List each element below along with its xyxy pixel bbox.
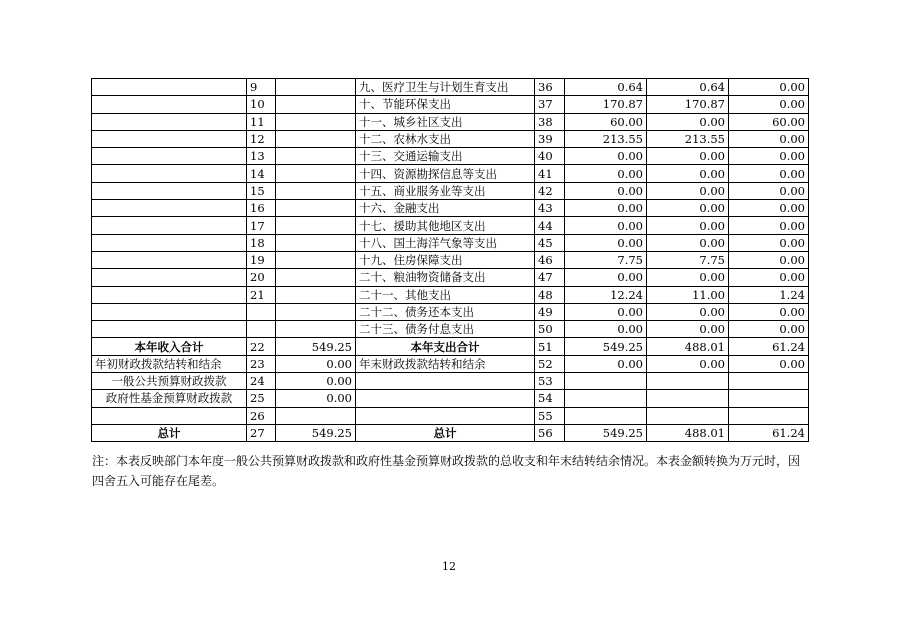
income-item-cell: 总计 (92, 424, 247, 441)
expense-project-cell: 0.00 (729, 182, 809, 199)
income-amount-cell: 549.25 (276, 424, 356, 441)
table-row (92, 234, 809, 251)
expense-row-number-cell: 39 (535, 130, 565, 147)
expense-row-number-cell: 38 (535, 113, 565, 130)
income-row-number-cell: 23 (247, 355, 276, 372)
expense-row-number-cell: 48 (535, 286, 565, 303)
income-item-cell (92, 130, 247, 147)
income-item-cell (92, 234, 247, 251)
expense-project-cell: 0.00 (729, 234, 809, 251)
income-amount-cell: 0.00 (276, 390, 356, 407)
expense-basic-cell: 0.00 (647, 303, 729, 320)
expense-item-cell: 十六、金融支出 (356, 200, 535, 217)
income-row-number-cell: 11 (247, 113, 276, 130)
table-row (92, 251, 809, 268)
income-item-cell (92, 200, 247, 217)
expense-total-cell: 0.00 (565, 355, 647, 372)
expense-total-cell: 0.00 (565, 234, 647, 251)
income-row-number-cell (247, 321, 276, 338)
expense-basic-cell: 0.00 (647, 182, 729, 199)
expense-project-cell: 0.00 (729, 79, 809, 96)
expense-project-cell: 0.00 (729, 165, 809, 182)
expense-row-number-cell: 42 (535, 182, 565, 199)
expense-row-number-cell: 56 (535, 424, 565, 441)
expense-total-cell: 213.55 (565, 130, 647, 147)
income-amount-cell: 0.00 (276, 373, 356, 390)
expense-item-cell: 二十、粮油物资储备支出 (356, 269, 535, 286)
income-item-cell (92, 286, 247, 303)
expense-basic-cell: 488.01 (647, 424, 729, 441)
expense-item-cell: 十一、城乡社区支出 (356, 113, 535, 130)
expense-basic-cell: 170.87 (647, 96, 729, 113)
income-row-number-cell: 17 (247, 217, 276, 234)
income-row-number-cell: 16 (247, 200, 276, 217)
income-amount-cell (276, 234, 356, 251)
income-item-cell (92, 217, 247, 234)
expense-item-cell: 十八、国土海洋气象等支出 (356, 234, 535, 251)
expense-basic-cell: 7.75 (647, 251, 729, 268)
expense-row-number-cell: 45 (535, 234, 565, 251)
expense-item-cell (356, 407, 535, 424)
table-row (92, 407, 809, 424)
income-amount-cell (276, 200, 356, 217)
income-amount-cell (276, 321, 356, 338)
expense-item-cell: 总计 (356, 424, 535, 441)
income-row-number-cell: 9 (247, 79, 276, 96)
expense-total-cell: 0.00 (565, 148, 647, 165)
expense-item-cell (356, 390, 535, 407)
income-amount-cell (276, 96, 356, 113)
income-amount-cell (276, 79, 356, 96)
table-row (92, 424, 809, 441)
income-item-cell: 本年收入合计 (92, 338, 247, 355)
expense-project-cell: 61.24 (729, 424, 809, 441)
expense-item-cell: 十二、农林水支出 (356, 130, 535, 147)
expense-item-cell: 十四、资源勘探信息等支出 (356, 165, 535, 182)
expense-project-cell: 0.00 (729, 269, 809, 286)
expense-project-cell: 0.00 (729, 251, 809, 268)
expense-total-cell: 7.75 (565, 251, 647, 268)
expense-total-cell: 0.00 (565, 321, 647, 338)
expense-project-cell: 60.00 (729, 113, 809, 130)
income-item-cell (92, 269, 247, 286)
table-row (92, 338, 809, 355)
expense-item-cell: 九、医疗卫生与计划生育支出 (356, 79, 535, 96)
income-row-number-cell: 27 (247, 424, 276, 441)
table-row (92, 96, 809, 113)
expense-row-number-cell: 54 (535, 390, 565, 407)
expense-row-number-cell: 49 (535, 303, 565, 320)
expense-basic-cell: 0.00 (647, 269, 729, 286)
expense-total-cell: 0.00 (565, 269, 647, 286)
expense-project-cell: 1.24 (729, 286, 809, 303)
budget-table (91, 78, 809, 442)
table-row (92, 113, 809, 130)
expense-total-cell: 0.00 (565, 200, 647, 217)
table-row (92, 286, 809, 303)
table-row (92, 217, 809, 234)
expense-row-number-cell: 36 (535, 79, 565, 96)
expense-total-cell: 12.24 (565, 286, 647, 303)
income-amount-cell (276, 303, 356, 320)
income-amount-cell (276, 407, 356, 424)
expense-project-cell: 0.00 (729, 321, 809, 338)
expense-item-cell: 十三、交通运输支出 (356, 148, 535, 165)
expense-total-cell: 549.25 (565, 338, 647, 355)
expense-item-cell: 十、节能环保支出 (356, 96, 535, 113)
expense-total-cell: 0.64 (565, 79, 647, 96)
expense-row-number-cell: 52 (535, 355, 565, 372)
income-item-cell: 年初财政拨款结转和结余 (92, 355, 247, 372)
expense-total-cell (565, 373, 647, 390)
table-row (92, 321, 809, 338)
expense-row-number-cell: 53 (535, 373, 565, 390)
income-row-number-cell: 14 (247, 165, 276, 182)
expense-item-cell: 二十二、债务还本支出 (356, 303, 535, 320)
table-row (92, 130, 809, 147)
expense-item-cell: 年末财政拨款结转和结余 (356, 355, 535, 372)
expense-project-cell: 0.00 (729, 355, 809, 372)
table-row (92, 269, 809, 286)
table-row (92, 355, 809, 372)
expense-item-cell: 十七、援助其他地区支出 (356, 217, 535, 234)
expense-basic-cell: 0.00 (647, 148, 729, 165)
expense-total-cell: 0.00 (565, 217, 647, 234)
expense-project-cell: 0.00 (729, 130, 809, 147)
income-item-cell: 一般公共预算财政拨款 (92, 373, 247, 390)
income-row-number-cell: 21 (247, 286, 276, 303)
table-row (92, 79, 809, 96)
expense-basic-cell: 0.00 (647, 200, 729, 217)
income-row-number-cell: 26 (247, 407, 276, 424)
income-row-number-cell: 25 (247, 390, 276, 407)
expense-project-cell (729, 373, 809, 390)
expense-project-cell: 0.00 (729, 200, 809, 217)
expense-basic-cell (647, 407, 729, 424)
expense-row-number-cell: 37 (535, 96, 565, 113)
expense-item-cell: 十九、住房保障支出 (356, 251, 535, 268)
income-row-number-cell: 18 (247, 234, 276, 251)
expense-item-cell: 十五、商业服务业等支出 (356, 182, 535, 199)
income-amount-cell (276, 130, 356, 147)
income-item-cell (92, 407, 247, 424)
table-row (92, 373, 809, 390)
income-amount-cell (276, 251, 356, 268)
expense-item-cell: 本年支出合计 (356, 338, 535, 355)
expense-row-number-cell: 55 (535, 407, 565, 424)
income-row-number-cell: 12 (247, 130, 276, 147)
income-item-cell (92, 148, 247, 165)
expense-basic-cell: 0.00 (647, 217, 729, 234)
income-item-cell (92, 165, 247, 182)
expense-project-cell: 0.00 (729, 96, 809, 113)
income-amount-cell (276, 148, 356, 165)
table-row (92, 390, 809, 407)
expense-basic-cell: 0.00 (647, 321, 729, 338)
income-item-cell (92, 182, 247, 199)
income-amount-cell: 0.00 (276, 355, 356, 372)
expense-item-cell: 二十一、其他支出 (356, 286, 535, 303)
income-amount-cell (276, 269, 356, 286)
expense-row-number-cell: 50 (535, 321, 565, 338)
income-row-number-cell: 10 (247, 96, 276, 113)
expense-row-number-cell: 41 (535, 165, 565, 182)
expense-project-cell (729, 407, 809, 424)
income-amount-cell (276, 217, 356, 234)
expense-project-cell: 0.00 (729, 148, 809, 165)
expense-total-cell: 0.00 (565, 182, 647, 199)
expense-basic-cell: 0.00 (647, 355, 729, 372)
income-row-number-cell: 19 (247, 251, 276, 268)
expense-total-cell (565, 407, 647, 424)
expense-project-cell: 61.24 (729, 338, 809, 355)
income-row-number-cell: 15 (247, 182, 276, 199)
expense-item-cell (356, 373, 535, 390)
expense-row-number-cell: 43 (535, 200, 565, 217)
income-item-cell (92, 79, 247, 96)
expense-basic-cell: 0.00 (647, 113, 729, 130)
table-row (92, 148, 809, 165)
expense-project-cell: 0.00 (729, 217, 809, 234)
income-amount-cell (276, 165, 356, 182)
expense-row-number-cell: 51 (535, 338, 565, 355)
expense-basic-cell: 213.55 (647, 130, 729, 147)
income-row-number-cell: 20 (247, 269, 276, 286)
income-row-number-cell: 24 (247, 373, 276, 390)
table-body (92, 79, 809, 442)
expense-basic-cell (647, 373, 729, 390)
expense-basic-cell: 488.01 (647, 338, 729, 355)
income-item-cell (92, 113, 247, 130)
page-number: 12 (442, 560, 456, 573)
expense-total-cell: 0.00 (565, 165, 647, 182)
expense-project-cell: 0.00 (729, 303, 809, 320)
income-item-cell (92, 251, 247, 268)
income-item-cell: 政府性基金预算财政拨款 (92, 390, 247, 407)
income-amount-cell: 549.25 (276, 338, 356, 355)
expense-total-cell (565, 390, 647, 407)
expense-basic-cell: 0.00 (647, 165, 729, 182)
income-amount-cell (276, 113, 356, 130)
income-item-cell (92, 96, 247, 113)
income-row-number-cell (247, 303, 276, 320)
expense-basic-cell: 11.00 (647, 286, 729, 303)
income-amount-cell (276, 182, 356, 199)
expense-row-number-cell: 44 (535, 217, 565, 234)
table-note: 注：本表反映部门本年度一般公共预算财政拨款和政府性基金预算财政拨款的总收支和年末结转结余情况。本表金额转换为万元时，因四舍五入可能存在尾差。 (92, 454, 801, 488)
expense-total-cell: 0.00 (565, 303, 647, 320)
expense-basic-cell (647, 390, 729, 407)
income-amount-cell (276, 286, 356, 303)
expense-row-number-cell: 40 (535, 148, 565, 165)
expense-basic-cell: 0.64 (647, 79, 729, 96)
income-item-cell (92, 303, 247, 320)
table-row (92, 182, 809, 199)
expense-row-number-cell: 46 (535, 251, 565, 268)
table-row (92, 303, 809, 320)
expense-total-cell: 170.87 (565, 96, 647, 113)
income-item-cell (92, 321, 247, 338)
expense-row-number-cell: 47 (535, 269, 565, 286)
expense-total-cell: 60.00 (565, 113, 647, 130)
table-row (92, 165, 809, 182)
expense-total-cell: 549.25 (565, 424, 647, 441)
expense-item-cell: 二十三、债务付息支出 (356, 321, 535, 338)
income-row-number-cell: 22 (247, 338, 276, 355)
expense-project-cell (729, 390, 809, 407)
table-row (92, 200, 809, 217)
income-row-number-cell: 13 (247, 148, 276, 165)
expense-basic-cell: 0.00 (647, 234, 729, 251)
